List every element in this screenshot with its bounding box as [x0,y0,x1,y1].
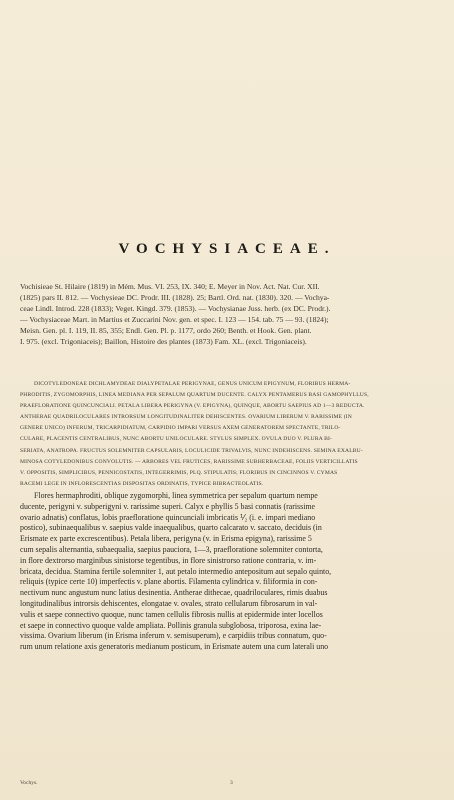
reference-line: ceae Lindl. Introd. 228 (1833); Veget. Kingd. 379. (1853). — Vochysianae Juss. herb. (ex DC. Prodr.). [20,304,331,314]
description-line: et saepe in connectivo quoque valde ampliata. Pollinis granula subglobosa, triporosa, exina lae- [20,620,322,630]
page-number: 3 [230,780,233,786]
reference-line: Vochisieae St. Hilaire (1819) in Mém. Mus. VI. 253, IX. 340; E. Meyer in Nov. Act. Nat. Cur. XII. [20,282,320,291]
description-line: nectivum nunc angustum nunc latius desinentia. Antherae dithecae, quadriloculares, rimis duabus [20,588,328,598]
reference-line: Meisn. Gen. pl. I. 119, II. 85, 355; Endl. Gen. Pl. p. 1177, ordo 260; Benth. et Hook. Gen. plant. [20,326,312,336]
reference-line: — Vochysiaceae Mart. in Martius et Zuccarini Nov. gen. et spec. I. 123 — 154. tab. 75 — 93. (1824); [20,315,329,325]
description-line: reliquis (typice certe 10) imperfectis v. plane abortis. Filamenta cylindrica v. filiformia in con- [20,577,318,587]
character-line: SERIATA, ANATROPA. FRUCTUS SOLEMNITER CAPSULARIS, LOCULICIDE TRIVALVIS, NUNC INDEHISCENS. SEMINA EXALBU- [20,447,363,454]
description-block [20,491,436,653]
description-line: bricata, decidua. Stamina fertile solemniter 1, aut petalo intermedio antepositum aut sepalo quinto, [20,566,332,576]
character-line: GENERE UNICO) INFERUM, TRICARPIDIATUM, CARPIDIO IMPARI VERSUS AXEM GENERATOREM SPECTANTE, TRILO- [20,425,341,432]
signature-mark: Vochys. [20,780,38,786]
reference-line: I. 975. (excl. Trigoniaceis); Baillon, Histoire des plantes (1873) Fam. XL. (excl. Trigoniaceis). [20,337,307,347]
character-line: V. OPPOSITIS, SIMPLICIBUS, PENNICOSTATIS, INTEGERRIMIS, PLQ. STIPULATIS; FLORIBUS IN CINCINNOS V. CYMAS [20,469,338,476]
reference-line: (1825) pars II. 812. — Vochysieae DC. Prodr. III. (1828). 25; Bartl. Ord. nat. (1830). 320. — Vochya- [20,293,330,303]
character-line: CULARE, PLACENTIS CENTRALIBUS, NUNC ABORTU UNILOCULARE. STYLUS SIMPLEX. OVULA DUO V. PLURA BI- [20,436,333,443]
family-title: VOCHYSIACEAE. [118,241,336,257]
character-line: MINOSA COTYLEDONIBUS CONVOLUTIS. — ARBORES VEL FRUTICES, RARISSIME SUBHERBACEAE, FOLIIS VERTICILLATIS [20,458,358,465]
description-line: Erismate ex parte excrescentibus). Petala libera, perigyna (v. in Erisma epigyna), rarissime 5 [20,534,312,544]
character-line: DICOTYLEDONEAE DICHLAMYDEAE DIALYPETALAE PERIGYNAE, GENUS UNICUM EPIGYNUM, FLORIBUS HERMA- [34,381,351,387]
description-line: longitudinalibus introrsis dehiscentes, elongatae v. ovales, strato cellularum fibrosarum in val- [20,598,318,608]
description-line: Flores hermaphroditi, oblique zygomorphi, linea symmetrica per sepalum quartum nempe [34,491,318,500]
character-line: RACEMI LEGE IN INFLORESCENTIAS DISPOSITAS ORDINATIS, TYPICE BIBRACTEOLATIS. [20,480,264,487]
character-line: PRAEFLORATIONE QUINCUNCIALI. PETALA LIBERA PERIGYNA (V. EPIGYNA), QUINQUE, ABORTU SAEPIUS AD 1—3 REDUCTA. [20,403,365,410]
description-line: ovario adnatis) conflatus, lobis praefloratione quincunciali imbricatis ⅟₂ (i. e. impari mediano [20,512,316,522]
description-line: ducente, perigyni v. subperigyni v. rarissime superi. Calyx e phyllis 5 basi connatis (rarissime [20,501,316,511]
description-line: rum unum relatione axis generatoris medianum posticum, in Erismate autem una cum laterali uno [20,642,329,652]
description-line: vissima. Ovarium liberum (in Erisma inferum v. semisuperum), e carpidiis tribus connatum, quo- [20,631,327,641]
description-line: postico), subinaequalibus v. saepius valde inaequalibus, quarto calcarato v. saccato, deciduis (in [20,523,322,533]
description-line: in flore dextrorso marginibus sinistorse tegentibus, in flore sinistrorso ratione contraria, v. im- [20,555,317,565]
description-line: vulis et saepe connectivo quoque, nunc tamen cellulis fibrosis nullis at epidermide inter locellos [20,609,323,619]
references-block [20,281,436,348]
character-line: ANTHERAE QUADRILOCULARES INTRORSUM LONGITUDINALITER DEHISCENTES. OVARIUM LIBERUM V. RARISSIME (IN [20,414,352,421]
character-line: PHRODITIS, ZYGOMORPHIS, LINEA MEDIANA PER SEPALUM QUARTUM DUCENTE. CALYX PENTAMERUS BASI GAMOPHYLLUS, [20,392,369,399]
character-block [20,379,436,490]
description-line: cum sepalis alternantia, subaequalia, saepius pauciora, 1—3, praefloratione solemniter contorta, [20,544,323,554]
